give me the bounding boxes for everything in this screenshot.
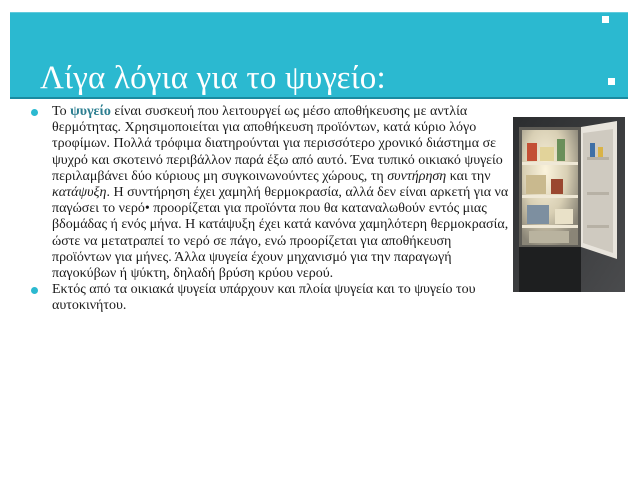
text-run: Το — [52, 104, 71, 119]
keyword-preservation: συντήρηση — [387, 168, 447, 184]
bullet-refrigerator-description — [26, 104, 510, 282]
bullet-icon — [31, 287, 38, 294]
decor-square-top — [602, 16, 609, 23]
keyword-refrigerator: ψυγείο — [70, 104, 111, 119]
text-run: . Η συντήρηση έχει χαμηλή θερμοκρασία, αλλά δεν είναι αρκετή για να παγώσει το νερό• προορίζεται για προϊόντα που θα καταναλωθούν εντός μιας βδομάδας ή ενός μήνα. Η κατάψυξη έχει κατά κανόνα χαμηλότερη θερμοκρασία, ώστε να μετατραπεί το νερό σε πάγο, ενώ προορίζεται για αποθήκευση προϊόντων για μήνες. Άλλα ψυγεία έχουν μηχανισμό για την παραγωγή παγοκύβων ή ψύκτη, δηλαδή βρύση κρύου νερού. — [52, 185, 509, 282]
text-run: και την — [446, 168, 491, 184]
refrigerator-photo-icon — [513, 117, 625, 292]
decor-square-right — [608, 78, 615, 85]
title-band — [10, 12, 628, 97]
bullet-other-refrigerators — [26, 282, 510, 314]
refrigerator-illustration — [513, 117, 625, 292]
text-run: Εκτός από τα οικιακά ψυγεία υπάρχουν και πλοία ψυγεία και το ψυγείο του αυτοκινήτου. — [52, 282, 476, 314]
keyword-freezer: κατάψυξη — [52, 185, 107, 201]
text-run: είναι συσκευή που λειτουργεί ως μέσο αποθήκευσης με αντλία θερμότητας. Χρησιμοποιείται για αποθήκευση προϊόντων, κατά κύριο λόγο τροφίμων. Πολλά τρόφιμα διατηρούνται για περισσότερο χρονικό διάστημα σε ψυχρό και σκοτεινό περιβάλλον παρά έξω από αυτό. Ένα τυπικό οικιακό ψυγείο περιλαμβάνει δύο κύριους μη συγκοινωνούντες χώρους, τη — [52, 104, 503, 184]
slide-title: Λίγα λόγια για το ψυγείο: — [40, 60, 386, 96]
bullet-icon — [31, 109, 38, 116]
title-underline — [10, 97, 628, 99]
slide-body — [26, 104, 510, 315]
